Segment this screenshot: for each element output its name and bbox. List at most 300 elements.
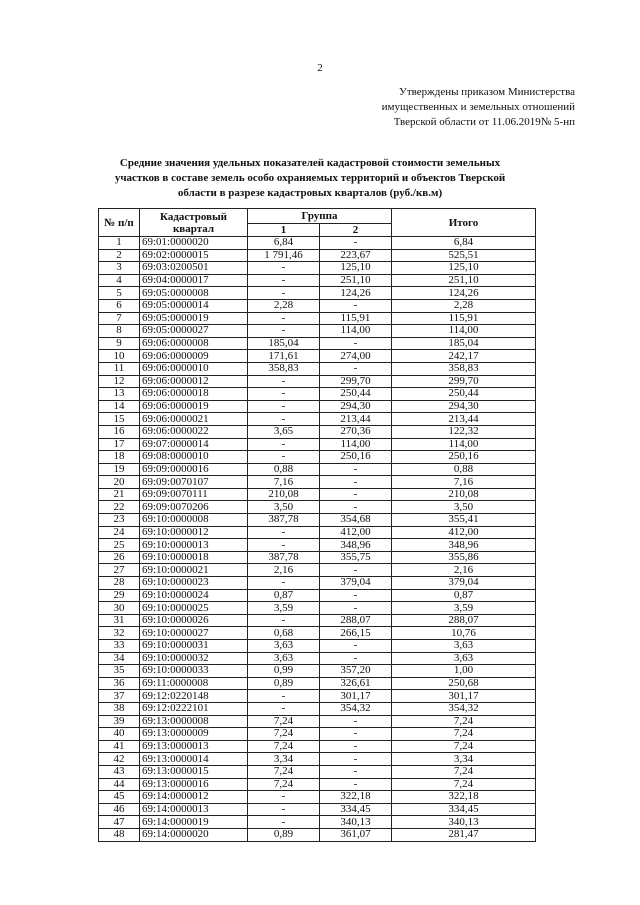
table-row bbox=[99, 702, 536, 715]
row-number: 8 bbox=[99, 325, 140, 338]
title-line: области в разрезе кадастровых кварталов (руб./кв.м) bbox=[177, 187, 443, 199]
group-1-value: 0,88 bbox=[248, 463, 320, 476]
table-row bbox=[99, 828, 536, 841]
group-1-value: - bbox=[248, 803, 320, 816]
group-1-value: - bbox=[248, 577, 320, 590]
cadastral-quarter: 69:12:0222101 bbox=[140, 702, 248, 715]
group-1-value: 1 791,46 bbox=[248, 249, 320, 262]
row-number: 29 bbox=[99, 589, 140, 602]
row-number: 48 bbox=[99, 828, 140, 841]
cadastral-values-table bbox=[98, 208, 536, 842]
group-2-value: - bbox=[320, 362, 392, 375]
group-2-value: 357,20 bbox=[320, 665, 392, 678]
cadastral-quarter: 69:02:0000015 bbox=[140, 249, 248, 262]
total-value: 294,30 bbox=[392, 400, 536, 413]
cadastral-quarter: 69:14:0000019 bbox=[140, 816, 248, 829]
total-value: 355,41 bbox=[392, 514, 536, 527]
row-number: 41 bbox=[99, 740, 140, 753]
row-number: 6 bbox=[99, 299, 140, 312]
group-2-value: 334,45 bbox=[320, 803, 392, 816]
group-1-value: - bbox=[248, 312, 320, 325]
total-value: 251,10 bbox=[392, 274, 536, 287]
group-2-value: 355,75 bbox=[320, 551, 392, 564]
header-total: Итого bbox=[392, 209, 536, 237]
group-2-value: - bbox=[320, 652, 392, 665]
table-row bbox=[99, 627, 536, 640]
cadastral-quarter: 69:10:0000026 bbox=[140, 614, 248, 627]
group-1-value: - bbox=[248, 274, 320, 287]
row-number: 11 bbox=[99, 362, 140, 375]
total-value: 7,24 bbox=[392, 740, 536, 753]
table-row bbox=[99, 325, 536, 338]
title-line: участков в составе земель особо охраняемых территорий и объектов Тверской bbox=[114, 172, 506, 184]
table-row bbox=[99, 677, 536, 690]
row-number: 26 bbox=[99, 551, 140, 564]
group-1-value: 3,63 bbox=[248, 652, 320, 665]
group-1-value: - bbox=[248, 690, 320, 703]
group-2-value: - bbox=[320, 476, 392, 489]
group-1-value: 387,78 bbox=[248, 551, 320, 564]
total-value: 3,50 bbox=[392, 501, 536, 514]
total-value: 114,00 bbox=[392, 325, 536, 338]
total-value: 242,17 bbox=[392, 350, 536, 363]
group-1-value: 7,24 bbox=[248, 728, 320, 741]
approval-line: Утверждены приказом Министерства bbox=[399, 86, 575, 98]
table-row bbox=[99, 640, 536, 653]
table-row bbox=[99, 728, 536, 741]
row-number: 5 bbox=[99, 287, 140, 300]
group-1-value: - bbox=[248, 539, 320, 552]
total-value: 525,51 bbox=[392, 249, 536, 262]
header-group: Группа bbox=[248, 209, 392, 224]
cadastral-quarter: 69:10:0000025 bbox=[140, 602, 248, 615]
cadastral-quarter: 69:06:0000012 bbox=[140, 375, 248, 388]
group-2-value: - bbox=[320, 602, 392, 615]
group-2-value: 274,00 bbox=[320, 350, 392, 363]
table-row bbox=[99, 350, 536, 363]
cadastral-quarter: 69:13:0000014 bbox=[140, 753, 248, 766]
row-number: 30 bbox=[99, 602, 140, 615]
total-value: 2,16 bbox=[392, 564, 536, 577]
group-1-value: - bbox=[248, 375, 320, 388]
group-2-value: 114,00 bbox=[320, 438, 392, 451]
group-1-value: - bbox=[248, 413, 320, 426]
group-2-value: - bbox=[320, 501, 392, 514]
total-value: 124,26 bbox=[392, 287, 536, 300]
table-row bbox=[99, 665, 536, 678]
group-2-value: - bbox=[320, 237, 392, 250]
table-row bbox=[99, 262, 536, 275]
row-number: 37 bbox=[99, 690, 140, 703]
row-number: 32 bbox=[99, 627, 140, 640]
cadastral-quarter: 69:14:0000013 bbox=[140, 803, 248, 816]
group-2-value: 348,96 bbox=[320, 539, 392, 552]
row-number: 31 bbox=[99, 614, 140, 627]
group-2-value: - bbox=[320, 753, 392, 766]
row-number: 40 bbox=[99, 728, 140, 741]
approval-line: Тверской области от 11.06.2019№ 5-нп bbox=[393, 116, 575, 128]
cadastral-quarter: 69:01:0000020 bbox=[140, 237, 248, 250]
row-number: 2 bbox=[99, 249, 140, 262]
table-row bbox=[99, 287, 536, 300]
cadastral-quarter: 69:09:0070206 bbox=[140, 501, 248, 514]
table-row bbox=[99, 614, 536, 627]
row-number: 22 bbox=[99, 501, 140, 514]
table-row bbox=[99, 463, 536, 476]
cadastral-quarter: 69:14:0000012 bbox=[140, 791, 248, 804]
group-2-value: 354,68 bbox=[320, 514, 392, 527]
total-value: 122,32 bbox=[392, 425, 536, 438]
group-2-value: - bbox=[320, 740, 392, 753]
table-row bbox=[99, 740, 536, 753]
table-row bbox=[99, 249, 536, 262]
table-row bbox=[99, 816, 536, 829]
row-number: 24 bbox=[99, 526, 140, 539]
row-number: 10 bbox=[99, 350, 140, 363]
group-1-value: 7,16 bbox=[248, 476, 320, 489]
total-value: 299,70 bbox=[392, 375, 536, 388]
table-row bbox=[99, 451, 536, 464]
group-2-value: 354,32 bbox=[320, 702, 392, 715]
table-row bbox=[99, 564, 536, 577]
header-group-2: 2 bbox=[320, 224, 392, 237]
row-number: 19 bbox=[99, 463, 140, 476]
total-value: 3,59 bbox=[392, 602, 536, 615]
total-value: 281,47 bbox=[392, 828, 536, 841]
row-number: 44 bbox=[99, 778, 140, 791]
group-2-value: 299,70 bbox=[320, 375, 392, 388]
group-2-value: 251,10 bbox=[320, 274, 392, 287]
row-number: 7 bbox=[99, 312, 140, 325]
row-number: 9 bbox=[99, 337, 140, 350]
table-row bbox=[99, 690, 536, 703]
table-row bbox=[99, 526, 536, 539]
table-row bbox=[99, 299, 536, 312]
cadastral-quarter: 69:10:0000023 bbox=[140, 577, 248, 590]
cadastral-quarter: 69:05:0000027 bbox=[140, 325, 248, 338]
total-value: 250,44 bbox=[392, 388, 536, 401]
total-value: 3,63 bbox=[392, 640, 536, 653]
row-number: 14 bbox=[99, 400, 140, 413]
cadastral-quarter: 69:13:0000013 bbox=[140, 740, 248, 753]
group-1-value: 2,16 bbox=[248, 564, 320, 577]
table-row bbox=[99, 237, 536, 250]
total-value: 213,44 bbox=[392, 413, 536, 426]
group-1-value: 0,89 bbox=[248, 677, 320, 690]
table-row bbox=[99, 400, 536, 413]
table-row bbox=[99, 362, 536, 375]
cadastral-quarter: 69:07:0000014 bbox=[140, 438, 248, 451]
group-2-value: 379,04 bbox=[320, 577, 392, 590]
cadastral-quarter: 69:06:0000008 bbox=[140, 337, 248, 350]
total-value: 3,34 bbox=[392, 753, 536, 766]
total-value: 7,24 bbox=[392, 715, 536, 728]
row-number: 34 bbox=[99, 652, 140, 665]
row-number: 13 bbox=[99, 388, 140, 401]
approval-line: имущественных и земельных отношений bbox=[381, 101, 575, 113]
cadastral-quarter: 69:06:0000019 bbox=[140, 400, 248, 413]
group-2-value: - bbox=[320, 778, 392, 791]
group-1-value: 0,89 bbox=[248, 828, 320, 841]
table-row bbox=[99, 652, 536, 665]
group-2-value: - bbox=[320, 640, 392, 653]
table-row bbox=[99, 589, 536, 602]
header-group-1: 1 bbox=[248, 224, 320, 237]
group-2-value: 322,18 bbox=[320, 791, 392, 804]
total-value: 114,00 bbox=[392, 438, 536, 451]
group-1-value: - bbox=[248, 816, 320, 829]
cadastral-quarter: 69:08:0000010 bbox=[140, 451, 248, 464]
cadastral-quarter: 69:05:0000008 bbox=[140, 287, 248, 300]
group-1-value: 387,78 bbox=[248, 514, 320, 527]
table-row bbox=[99, 438, 536, 451]
row-number: 36 bbox=[99, 677, 140, 690]
cadastral-quarter: 69:13:0000009 bbox=[140, 728, 248, 741]
group-2-value: 266,15 bbox=[320, 627, 392, 640]
cadastral-quarter: 69:14:0000020 bbox=[140, 828, 248, 841]
total-value: 301,17 bbox=[392, 690, 536, 703]
row-number: 38 bbox=[99, 702, 140, 715]
total-value: 348,96 bbox=[392, 539, 536, 552]
total-value: 7,24 bbox=[392, 728, 536, 741]
cadastral-quarter: 69:05:0000019 bbox=[140, 312, 248, 325]
cadastral-quarter: 69:13:0000008 bbox=[140, 715, 248, 728]
table-row bbox=[99, 337, 536, 350]
row-number: 28 bbox=[99, 577, 140, 590]
cadastral-quarter: 69:03:0200501 bbox=[140, 262, 248, 275]
cadastral-quarter: 69:05:0000014 bbox=[140, 299, 248, 312]
total-value: 7,16 bbox=[392, 476, 536, 489]
total-value: 7,24 bbox=[392, 765, 536, 778]
cadastral-quarter: 69:10:0000008 bbox=[140, 514, 248, 527]
table-row bbox=[99, 778, 536, 791]
table-row bbox=[99, 753, 536, 766]
group-1-value: 185,04 bbox=[248, 337, 320, 350]
table-row bbox=[99, 765, 536, 778]
group-2-value: 250,16 bbox=[320, 451, 392, 464]
group-2-value: - bbox=[320, 299, 392, 312]
group-1-value: - bbox=[248, 526, 320, 539]
group-2-value: 125,10 bbox=[320, 262, 392, 275]
table-row bbox=[99, 791, 536, 804]
group-2-value: - bbox=[320, 589, 392, 602]
header-num: № п/п bbox=[99, 209, 140, 237]
group-2-value: - bbox=[320, 488, 392, 501]
group-2-value: 288,07 bbox=[320, 614, 392, 627]
row-number: 45 bbox=[99, 791, 140, 804]
group-2-value: - bbox=[320, 765, 392, 778]
total-value: 412,00 bbox=[392, 526, 536, 539]
group-1-value: - bbox=[248, 614, 320, 627]
group-1-value: 0,68 bbox=[248, 627, 320, 640]
table-row bbox=[99, 413, 536, 426]
group-2-value: 294,30 bbox=[320, 400, 392, 413]
group-1-value: 7,24 bbox=[248, 740, 320, 753]
table-row bbox=[99, 514, 536, 527]
group-1-value: 7,24 bbox=[248, 765, 320, 778]
total-value: 358,83 bbox=[392, 362, 536, 375]
total-value: 210,08 bbox=[392, 488, 536, 501]
row-number: 42 bbox=[99, 753, 140, 766]
table-body bbox=[99, 237, 536, 842]
group-2-value: - bbox=[320, 728, 392, 741]
group-1-value: 171,61 bbox=[248, 350, 320, 363]
row-number: 47 bbox=[99, 816, 140, 829]
total-value: 125,10 bbox=[392, 262, 536, 275]
group-1-value: 3,65 bbox=[248, 425, 320, 438]
group-2-value: 270,36 bbox=[320, 425, 392, 438]
table-row bbox=[99, 577, 536, 590]
table-row bbox=[99, 551, 536, 564]
group-2-value: - bbox=[320, 564, 392, 577]
row-number: 21 bbox=[99, 488, 140, 501]
row-number: 12 bbox=[99, 375, 140, 388]
group-1-value: 3,59 bbox=[248, 602, 320, 615]
group-1-value: 3,34 bbox=[248, 753, 320, 766]
group-1-value: 6,84 bbox=[248, 237, 320, 250]
total-value: 115,91 bbox=[392, 312, 536, 325]
group-1-value: 7,24 bbox=[248, 778, 320, 791]
cadastral-quarter: 69:10:0000027 bbox=[140, 627, 248, 640]
table-row bbox=[99, 274, 536, 287]
row-number: 16 bbox=[99, 425, 140, 438]
row-number: 18 bbox=[99, 451, 140, 464]
group-1-value: - bbox=[248, 702, 320, 715]
row-number: 27 bbox=[99, 564, 140, 577]
row-number: 3 bbox=[99, 262, 140, 275]
group-1-value: 3,63 bbox=[248, 640, 320, 653]
group-2-value: - bbox=[320, 337, 392, 350]
row-number: 46 bbox=[99, 803, 140, 816]
table-row bbox=[99, 388, 536, 401]
group-1-value: - bbox=[248, 400, 320, 413]
cadastral-quarter: 69:10:0000031 bbox=[140, 640, 248, 653]
table-row bbox=[99, 602, 536, 615]
row-number: 15 bbox=[99, 413, 140, 426]
group-2-value: 124,26 bbox=[320, 287, 392, 300]
table-row bbox=[99, 375, 536, 388]
group-2-value: 223,67 bbox=[320, 249, 392, 262]
cadastral-quarter: 69:06:0000022 bbox=[140, 425, 248, 438]
page-number: 2 bbox=[317, 62, 323, 74]
cadastral-quarter: 69:10:0000024 bbox=[140, 589, 248, 602]
cadastral-quarter: 69:10:0000013 bbox=[140, 539, 248, 552]
cadastral-quarter: 69:10:0000033 bbox=[140, 665, 248, 678]
total-value: 322,18 bbox=[392, 791, 536, 804]
total-value: 250,16 bbox=[392, 451, 536, 464]
total-value: 3,63 bbox=[392, 652, 536, 665]
total-value: 1,00 bbox=[392, 665, 536, 678]
group-1-value: 0,87 bbox=[248, 589, 320, 602]
total-value: 7,24 bbox=[392, 778, 536, 791]
table-row bbox=[99, 476, 536, 489]
cadastral-quarter: 69:13:0000016 bbox=[140, 778, 248, 791]
group-2-value: 361,07 bbox=[320, 828, 392, 841]
group-1-value: - bbox=[248, 451, 320, 464]
cadastral-quarter: 69:11:0000008 bbox=[140, 677, 248, 690]
group-2-value: 250,44 bbox=[320, 388, 392, 401]
total-value: 6,84 bbox=[392, 237, 536, 250]
cadastral-quarter: 69:04:0000017 bbox=[140, 274, 248, 287]
row-number: 35 bbox=[99, 665, 140, 678]
row-number: 17 bbox=[99, 438, 140, 451]
cadastral-quarter: 69:09:0070107 bbox=[140, 476, 248, 489]
total-value: 379,04 bbox=[392, 577, 536, 590]
row-number: 33 bbox=[99, 640, 140, 653]
group-2-value: 114,00 bbox=[320, 325, 392, 338]
group-2-value: 301,17 bbox=[320, 690, 392, 703]
group-2-value: 213,44 bbox=[320, 413, 392, 426]
cadastral-quarter: 69:13:0000015 bbox=[140, 765, 248, 778]
table-row bbox=[99, 425, 536, 438]
row-number: 4 bbox=[99, 274, 140, 287]
cadastral-quarter: 69:06:0000018 bbox=[140, 388, 248, 401]
total-value: 340,13 bbox=[392, 816, 536, 829]
cadastral-quarter: 69:06:0000009 bbox=[140, 350, 248, 363]
table-row bbox=[99, 539, 536, 552]
header-cadastral: Кадастровый квартал bbox=[140, 209, 248, 237]
total-value: 355,86 bbox=[392, 551, 536, 564]
group-2-value: - bbox=[320, 463, 392, 476]
document-title bbox=[90, 156, 530, 201]
table-row bbox=[99, 501, 536, 514]
table-row bbox=[99, 488, 536, 501]
group-1-value: 358,83 bbox=[248, 362, 320, 375]
group-2-value: 326,61 bbox=[320, 677, 392, 690]
cadastral-quarter: 69:10:0000021 bbox=[140, 564, 248, 577]
cadastral-quarter: 69:10:0000032 bbox=[140, 652, 248, 665]
group-1-value: 2,28 bbox=[248, 299, 320, 312]
table-row bbox=[99, 312, 536, 325]
group-1-value: 0,99 bbox=[248, 665, 320, 678]
group-1-value: 7,24 bbox=[248, 715, 320, 728]
group-1-value: - bbox=[248, 438, 320, 451]
cadastral-quarter: 69:10:0000012 bbox=[140, 526, 248, 539]
cadastral-quarter: 69:12:0220148 bbox=[140, 690, 248, 703]
table-row bbox=[99, 715, 536, 728]
approval-note bbox=[360, 85, 575, 130]
group-1-value: - bbox=[248, 791, 320, 804]
cadastral-quarter: 69:06:0000021 bbox=[140, 413, 248, 426]
row-number: 39 bbox=[99, 715, 140, 728]
row-number: 23 bbox=[99, 514, 140, 527]
row-number: 1 bbox=[99, 237, 140, 250]
total-value: 354,32 bbox=[392, 702, 536, 715]
total-value: 0,87 bbox=[392, 589, 536, 602]
group-2-value: 115,91 bbox=[320, 312, 392, 325]
group-1-value: 210,08 bbox=[248, 488, 320, 501]
group-1-value: 3,50 bbox=[248, 501, 320, 514]
row-number: 25 bbox=[99, 539, 140, 552]
cadastral-quarter: 69:09:0000016 bbox=[140, 463, 248, 476]
table-row bbox=[99, 803, 536, 816]
group-2-value: 340,13 bbox=[320, 816, 392, 829]
total-value: 288,07 bbox=[392, 614, 536, 627]
row-number: 20 bbox=[99, 476, 140, 489]
group-1-value: - bbox=[248, 388, 320, 401]
total-value: 185,04 bbox=[392, 337, 536, 350]
total-value: 0,88 bbox=[392, 463, 536, 476]
group-1-value: - bbox=[248, 287, 320, 300]
cadastral-quarter: 69:10:0000018 bbox=[140, 551, 248, 564]
group-1-value: - bbox=[248, 325, 320, 338]
total-value: 250,68 bbox=[392, 677, 536, 690]
group-2-value: 412,00 bbox=[320, 526, 392, 539]
cadastral-quarter: 69:09:0070111 bbox=[140, 488, 248, 501]
total-value: 2,28 bbox=[392, 299, 536, 312]
total-value: 334,45 bbox=[392, 803, 536, 816]
row-number: 43 bbox=[99, 765, 140, 778]
